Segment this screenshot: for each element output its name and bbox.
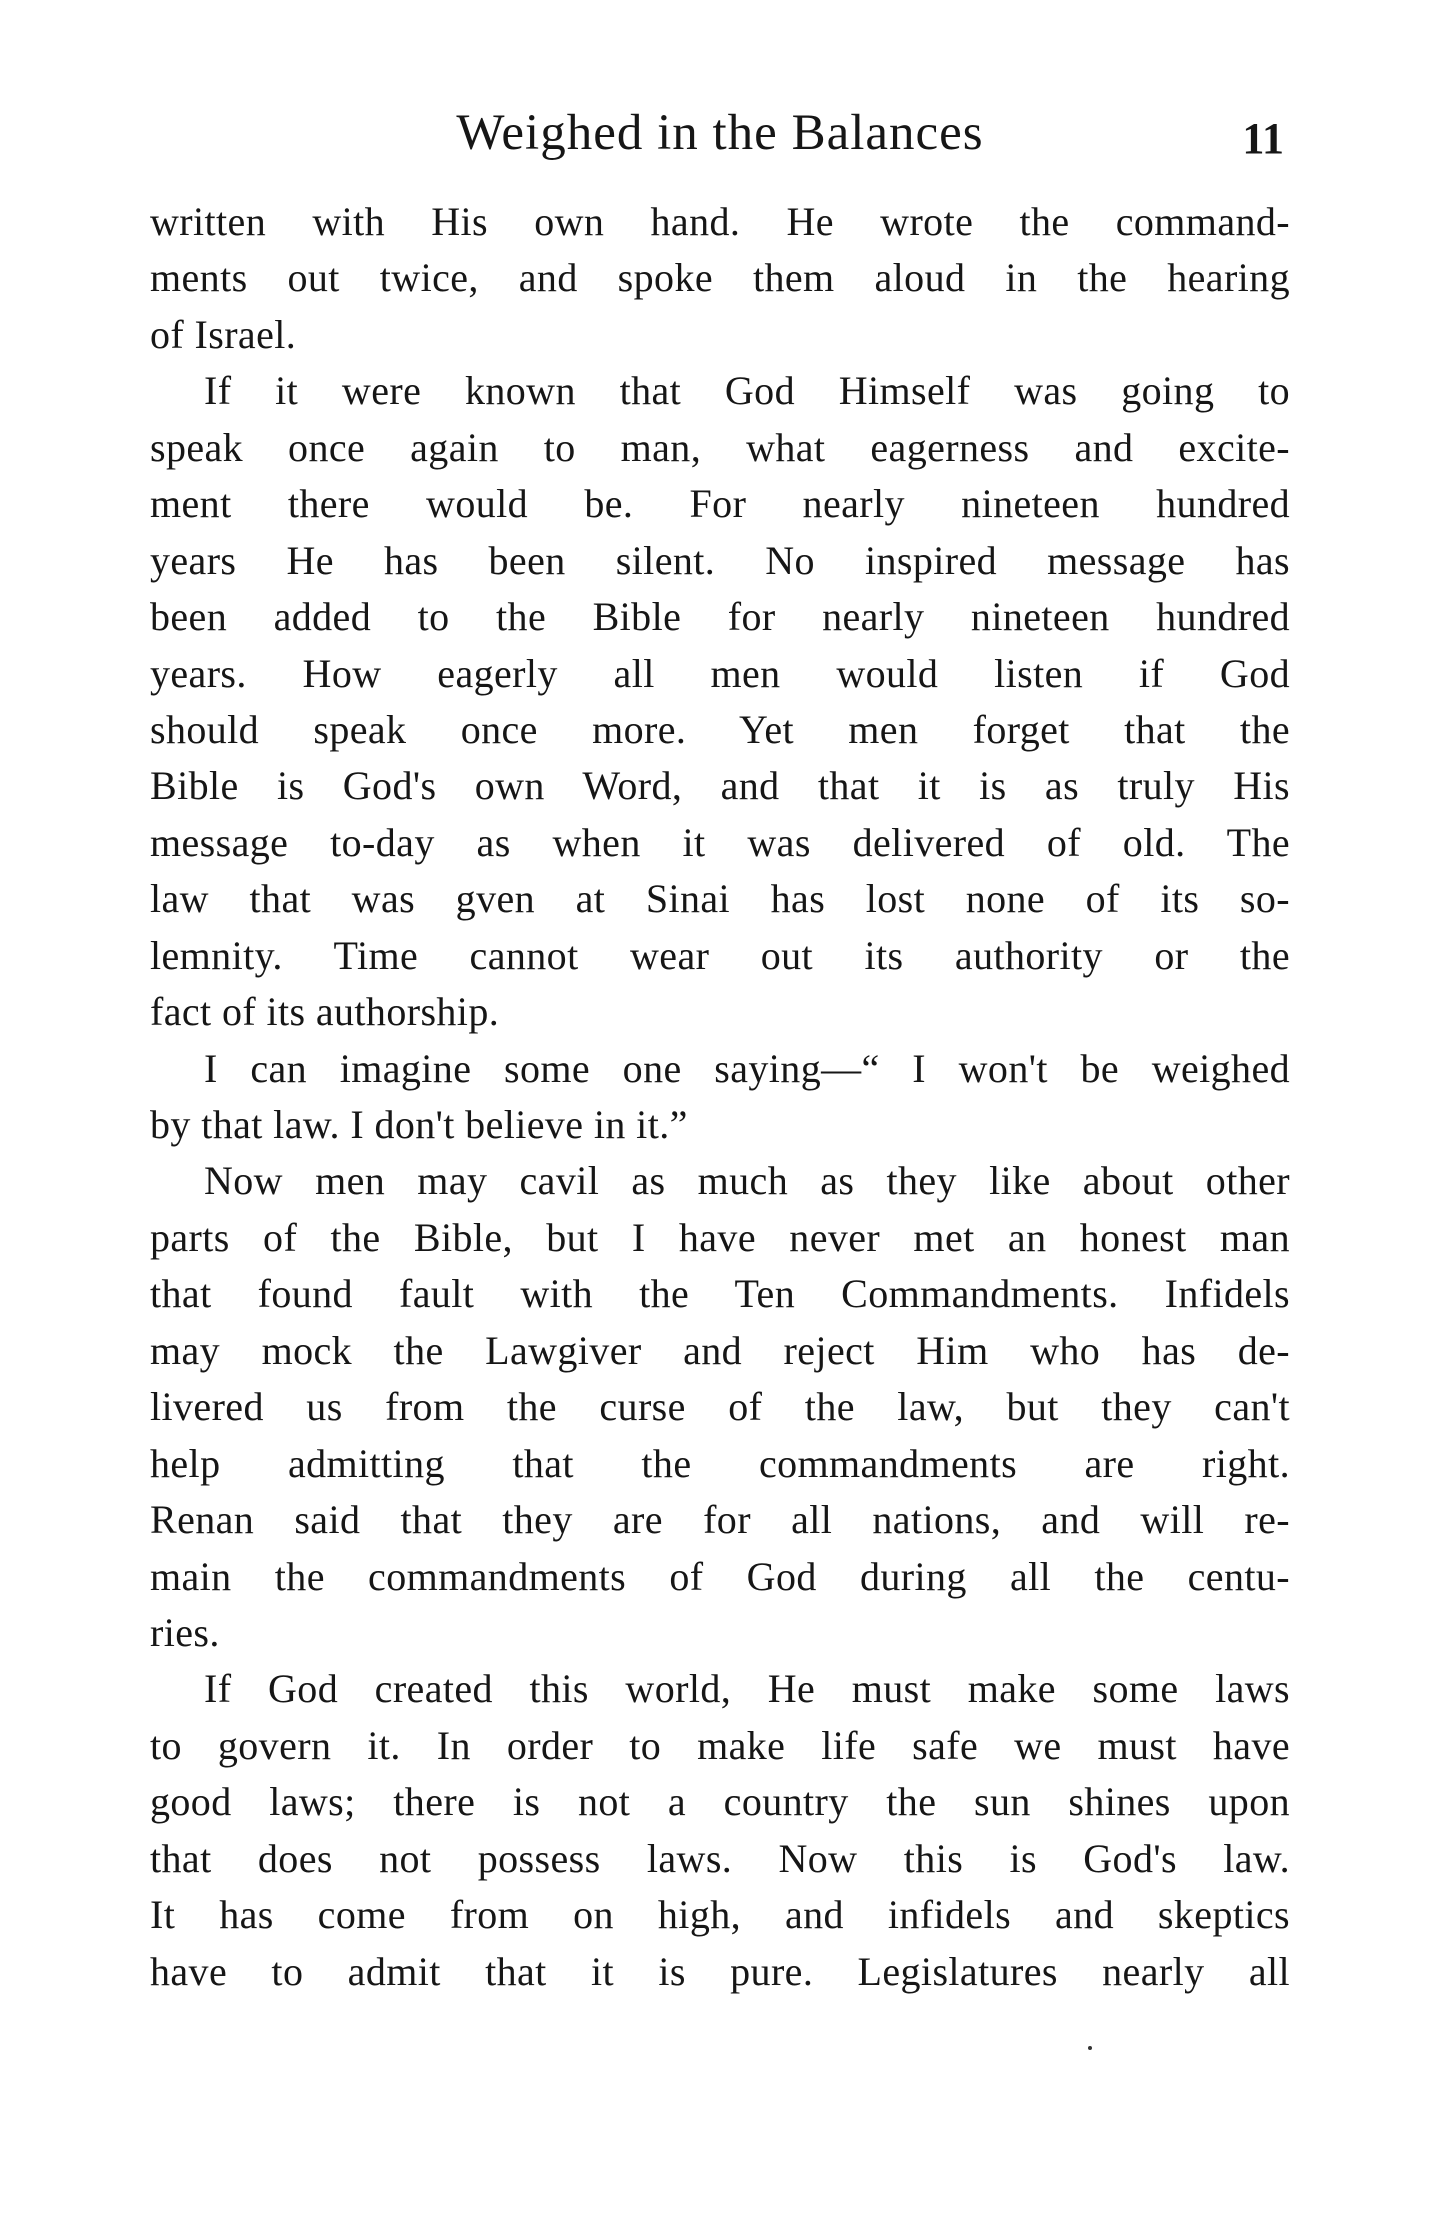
text-line: that does not possess laws. Now this is God's law.	[150, 1835, 1290, 1881]
text-line: message to-day as when it was delivered of old. The	[150, 819, 1290, 865]
running-head	[150, 98, 1290, 168]
page-number: 11	[1242, 114, 1284, 163]
text-line: If God created this world, He must make some laws	[204, 1666, 1290, 1712]
text-line: main the commandments of God during all the centu-	[150, 1553, 1290, 1599]
text-line: ries.	[150, 1609, 220, 1655]
running-title: Weighed in the Balances	[456, 105, 984, 161]
text-line: If it were known that God Himself was going to	[204, 368, 1290, 414]
text-line: years. How eagerly all men would listen if God	[150, 650, 1290, 696]
text-line: It has come from on high, and infidels and skeptics	[150, 1892, 1290, 1938]
text-line: good laws; there is not a country the sun shines upon	[150, 1779, 1290, 1825]
text-line: ment there would be. For nearly nineteen hundred	[150, 481, 1290, 527]
text-line: have to admit that it is pure. Legislatures nearly all	[150, 1948, 1290, 1994]
text-line: speak once again to man, what eagerness and excite-	[150, 424, 1290, 470]
text-line: livered us from the curse of the law, but they can't	[150, 1384, 1290, 1430]
body-text	[150, 194, 1290, 2000]
text-line: lemnity. Time cannot wear out its authority or the	[150, 932, 1290, 978]
text-line: I can imagine some one saying—“ I won't be weighed	[204, 1045, 1290, 1091]
ink-speck	[1088, 2046, 1092, 2050]
text-line: law that was gven at Sinai has lost none of its so-	[150, 876, 1290, 922]
text-line: written with His own hand. He wrote the command-	[150, 199, 1290, 244]
text-line: years He has been silent. No inspired message has	[150, 537, 1290, 583]
text-line: that found fault with the Ten Commandments. Infidels	[150, 1271, 1290, 1317]
text-line: Now men may cavil as much as they like about other	[204, 1158, 1290, 1204]
text-line: ments out twice, and spoke them aloud in the hearing	[150, 255, 1290, 301]
text-line: Renan said that they are for all nations, and will re-	[150, 1497, 1290, 1543]
text-line: Bible is God's own Word, and that it is as truly His	[150, 763, 1290, 809]
text-line: should speak once more. Yet men forget that the	[150, 706, 1290, 752]
text-line: may mock the Lawgiver and reject Him who has de-	[150, 1327, 1290, 1373]
text-line: help admitting that the commandments are right.	[150, 1440, 1290, 1486]
text-line: by that law. I don't believe in it.”	[150, 1102, 688, 1147]
text-line: of Israel.	[150, 311, 297, 357]
text-line: to govern it. In order to make life safe we must have	[150, 1722, 1290, 1768]
text-line: parts of the Bible, but I have never met an honest man	[150, 1214, 1290, 1260]
text-line: been added to the Bible for nearly nineteen hundred	[150, 594, 1290, 640]
text-line: fact of its authorship.	[150, 989, 500, 1035]
